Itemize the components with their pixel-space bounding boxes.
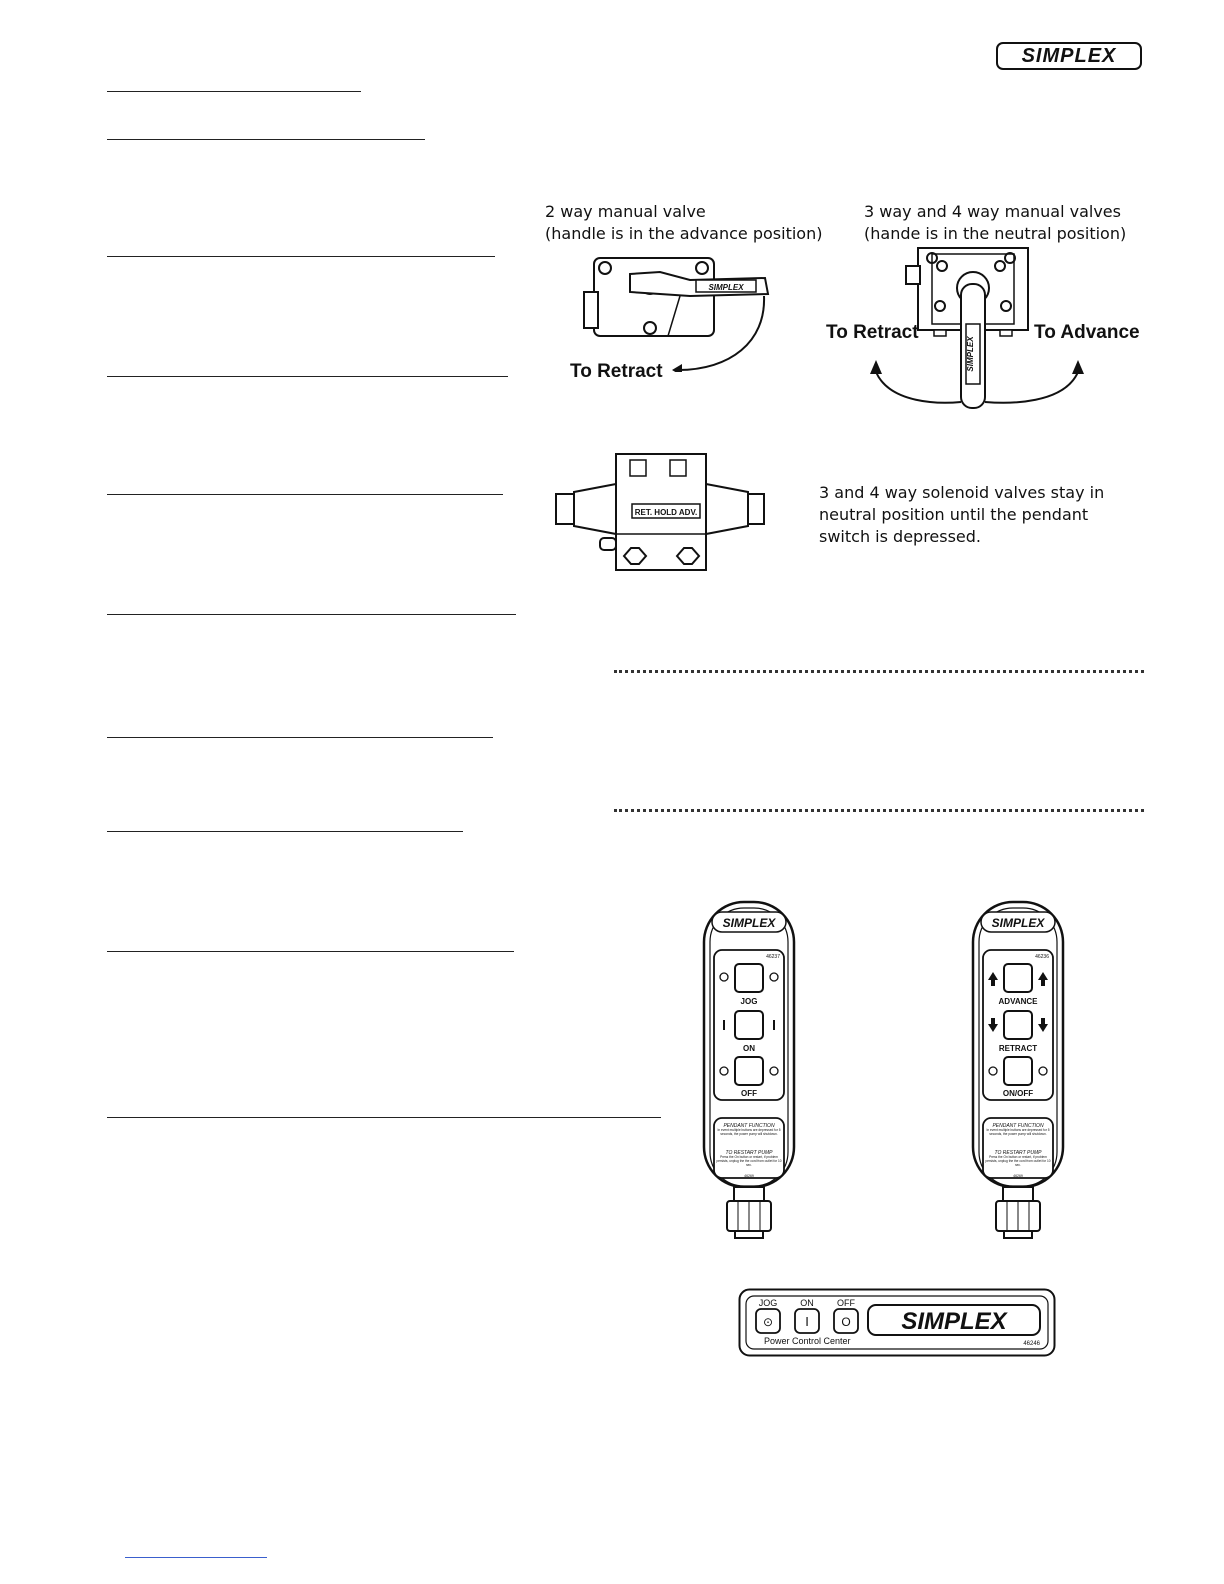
three-four-way-advance-label: To Advance <box>1034 322 1140 343</box>
panel-button-label-jog: JOG <box>758 1298 778 1308</box>
pendant-right-brand: SIMPLEX <box>991 916 1045 930</box>
pendant-right-button-1: ADVANCE <box>998 997 1038 1006</box>
pendant-left-brand: SIMPLEX <box>722 916 776 930</box>
pendant-left-function-text: In event multiple buttons are depressed for 5 seconds, the power pump will shutdown. <box>717 1128 781 1136</box>
pendant-left-restart-title: TO RESTART PUMP <box>725 1150 773 1156</box>
pendant-right-part-no: 46236 <box>1035 954 1049 960</box>
panel-button-symbol-on: I <box>805 1314 809 1329</box>
section-rule-9 <box>107 951 514 952</box>
solenoid-caption-line1: 3 and 4 way solenoid valves stay in <box>819 483 1105 502</box>
three-four-way-valve-caption <box>864 201 1126 245</box>
pendant-right-label-no: 46269 <box>1013 1174 1023 1178</box>
section-rule-8 <box>107 831 463 832</box>
section-rule-4 <box>107 376 508 377</box>
pendant-left-button-2: ON <box>743 1044 755 1053</box>
pendant-left-label-no: 46269 <box>744 1174 754 1178</box>
two-way-caption-line2: (handle is in the advance position) <box>545 224 823 243</box>
pendant-left-button-1: JOG <box>740 997 758 1006</box>
pendant-right-restart-text: Press the On button or restart, if problem persists, unplug the the cord from outlet for 10 sec. <box>985 1155 1051 1167</box>
section-rule-7 <box>107 737 493 738</box>
section-rule-1 <box>107 91 361 92</box>
pendant-right-function-title: PENDANT FUNCTION <box>992 1123 1044 1129</box>
solenoid-valve-caption <box>819 482 1104 548</box>
pendant-right-button-3: ON/OFF <box>1002 1089 1034 1098</box>
pendant-left-function-title: PENDANT FUNCTION <box>723 1123 775 1129</box>
dotted-separator-1 <box>614 670 1144 673</box>
solenoid-valve-illustration <box>552 450 772 575</box>
three-four-way-retract-label: To Retract <box>826 322 919 343</box>
panel-button-label-on: ON <box>800 1298 814 1308</box>
solenoid-caption-line3: switch is depressed. <box>819 527 982 546</box>
two-way-retract-label: To Retract <box>570 361 663 382</box>
pendant-right-restart-title: TO RESTART PUMP <box>994 1150 1042 1156</box>
panel-button-label-off: OFF <box>837 1298 855 1308</box>
three-four-way-caption-line1: 3 way and 4 way manual valves <box>864 202 1121 221</box>
two-way-valve-illustration <box>580 252 780 372</box>
section-rule-5 <box>107 494 503 495</box>
pendant-left-part-no: 46237 <box>766 954 780 960</box>
pendant-right-function-text: In event multiple buttons are depressed for 5 seconds, the power pump will shutdown. <box>986 1128 1050 1136</box>
pendant-left-button-3: OFF <box>741 1089 757 1098</box>
power-control-center-panel <box>738 1288 1056 1358</box>
three-four-way-handle-label: SIMPLEX <box>966 336 975 372</box>
two-way-valve-caption <box>545 201 822 245</box>
simplex-logo <box>996 42 1142 70</box>
two-way-caption-line1: 2 way manual valve <box>545 202 706 221</box>
solenoid-plate-label: RET. HOLD ADV. <box>634 508 698 517</box>
section-rule-2 <box>107 139 425 140</box>
pendant-right <box>969 898 1069 1240</box>
panel-button-symbol-jog: ⊙ <box>762 1315 774 1329</box>
section-rule-6 <box>107 614 516 615</box>
simplex-logo-text: SIMPLEX <box>1021 45 1117 67</box>
panel-part-no: 46246 <box>1023 1341 1040 1347</box>
pendant-right-button-2: RETRACT <box>998 1044 1038 1053</box>
pendant-left-restart-text: Press the On button or restart, if problem persists, unplug the the cord from outlet for 10 sec. <box>716 1155 782 1167</box>
section-rule-10 <box>107 1117 661 1118</box>
three-four-way-caption-line2: (hande is in the neutral position) <box>864 224 1127 243</box>
pendant-left <box>700 898 800 1240</box>
two-way-handle-label: SIMPLEX <box>708 283 744 292</box>
panel-button-symbol-off: O <box>841 1315 851 1329</box>
panel-title: Power Control Center <box>764 1336 851 1346</box>
dotted-separator-2 <box>614 809 1144 812</box>
footer-link-underline <box>125 1557 267 1558</box>
section-rule-3 <box>107 256 495 257</box>
solenoid-caption-line2: neutral position until the pendant <box>819 505 1089 524</box>
panel-brand: SIMPLEX <box>901 1308 1007 1335</box>
